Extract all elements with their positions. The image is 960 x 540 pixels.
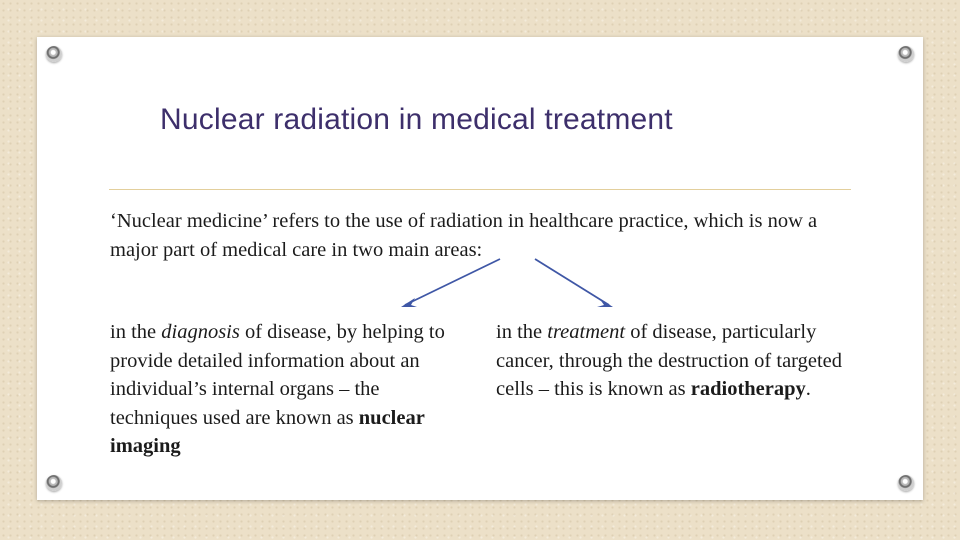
pin-icon [46, 475, 62, 491]
slide-title: Nuclear radiation in medical treatment [160, 103, 673, 136]
arrow-left-head [401, 298, 417, 307]
left-bold-term: nuclear imaging [110, 406, 425, 457]
content-image [105, 203, 857, 459]
branch-arrows [105, 203, 857, 323]
diagnosis-column [110, 318, 470, 461]
slide [37, 37, 923, 500]
right-text-1: in the [496, 321, 548, 343]
treatment-column [496, 318, 856, 404]
arrow-left [405, 259, 500, 305]
title-box [150, 97, 756, 149]
left-text-2: of disease, by helping to provide detailed information about an individual’s internal organs – the techniques used are known as [110, 321, 445, 429]
title-divider [109, 189, 851, 190]
right-text-2: of disease, particularly cancer, through the destruction of targeted cells – this is known as [496, 321, 843, 400]
left-text-1: in the [110, 321, 162, 343]
arrow-right [535, 259, 609, 305]
pin-icon [46, 46, 62, 62]
right-italic: treatment [547, 321, 626, 343]
right-text-3: . [805, 378, 811, 400]
pin-icon [898, 475, 914, 491]
left-italic: diagnosis [161, 321, 240, 343]
intro-paragraph: ‘Nuclear medicine’ refers to the use of radiation in healthcare practice, which is now a major part of medical care in two main areas: [110, 210, 818, 261]
pin-icon [898, 46, 914, 62]
right-bold-term: radiotherapy [690, 378, 806, 400]
